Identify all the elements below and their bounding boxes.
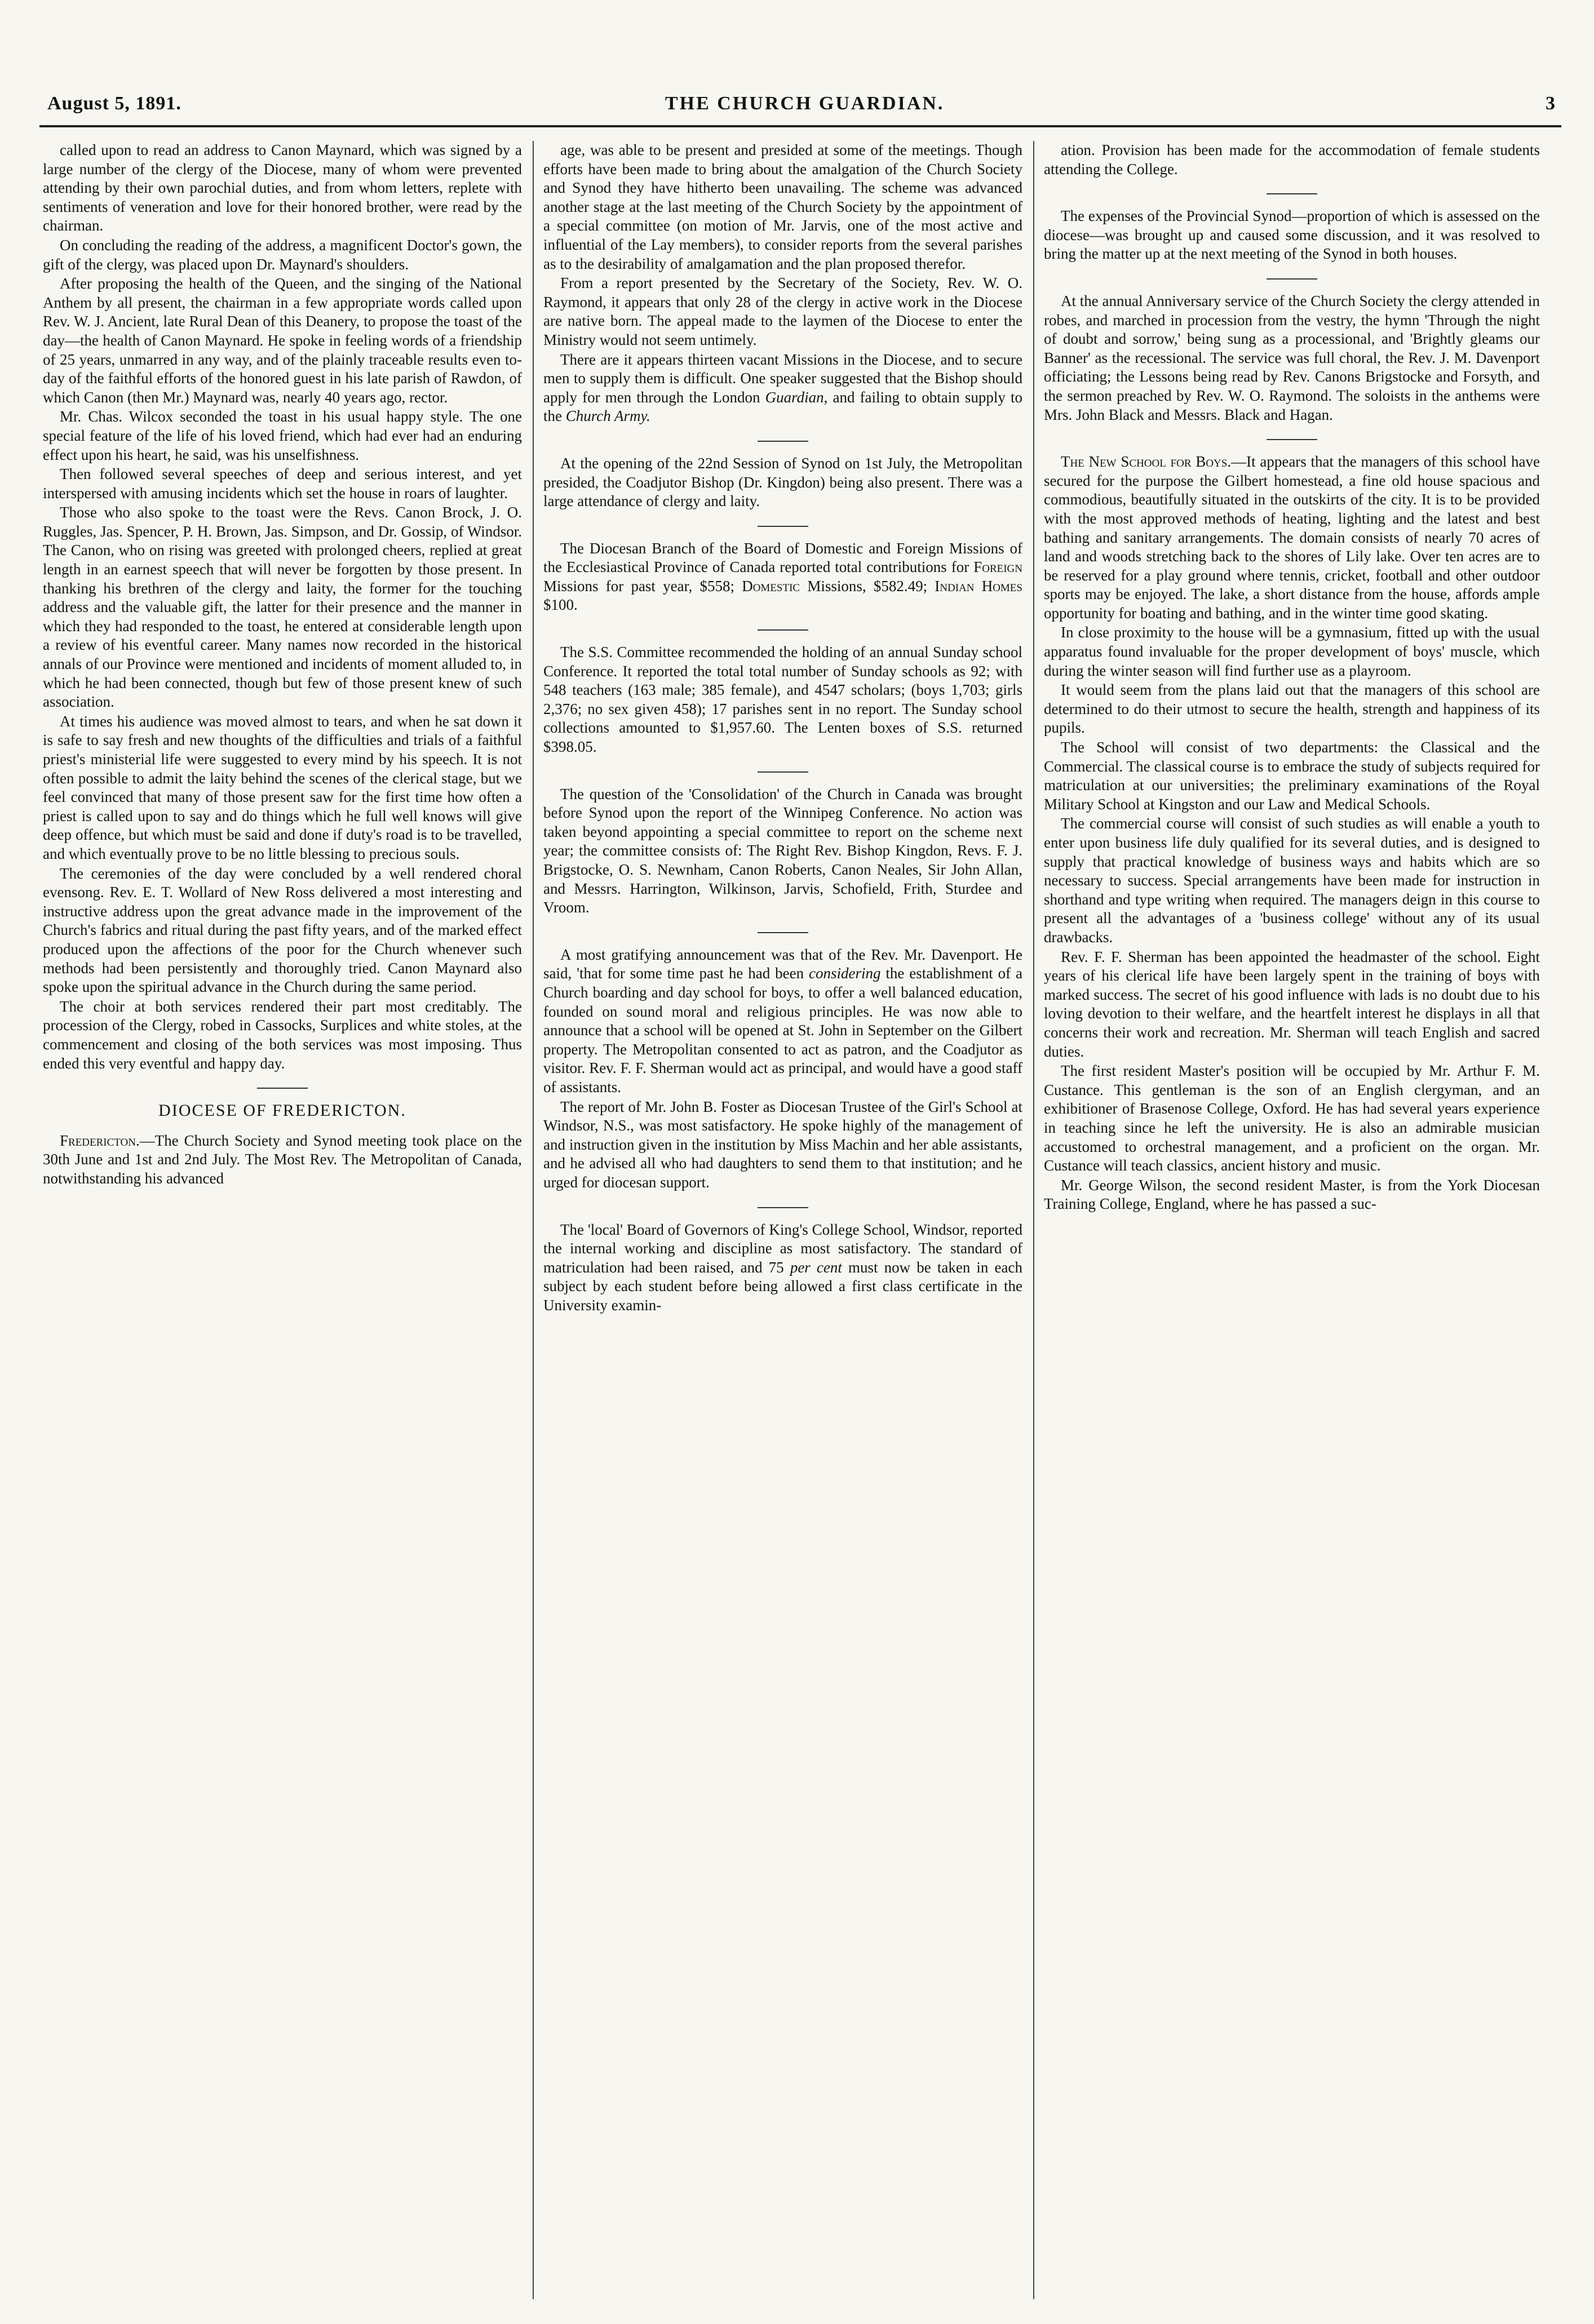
section-separator — [758, 629, 808, 631]
paragraph-lead: The New School for Boys. — [1061, 453, 1232, 471]
paragraph: The report of Mr. John B. Foster as Diocesan Trustee of the Girl's School at Windsor, N.S., was most satisfactory. He spoke highly of the management of and instruction given in the institution by Miss Machin and her able assistants, and he advised all who had daughters to send them to that institution; and he urged for diocesan support. — [543, 1098, 1022, 1191]
paragraph-text: —The Church Society and Synod meeting took place on the 30th June and 1st and 2nd July. The Most Rev. The Metropolitan of Canada, notwithstanding his advanced — [43, 1132, 522, 1187]
section-separator — [1267, 278, 1317, 280]
text-run: the establishment of a Church boarding and day school for boys, to offer a well balanced education, founded on sound moral and religious principles. He was now able to announce that a school will be opened at St. John in September on the Gilbert property. The Metropolitan consented to act as patron, and the Coadjutor as visitor. Rev. F. F. Sherman would act as principal, and would have a good staff of assistants. — [543, 965, 1022, 1096]
text-run: Missions, $582.49; — [800, 577, 935, 595]
text-run: Missions for past year, $558; — [543, 577, 742, 595]
small-caps-text: Indian Homes — [935, 577, 1022, 595]
paragraph — [43, 1132, 522, 1188]
paragraph — [543, 539, 1022, 615]
text-run: $100. — [543, 596, 578, 614]
text-run: must now be taken in each subject by each student before being allowed a first class certificate in the University examin- — [543, 1258, 1022, 1314]
paragraph-lead: Fredericton. — [60, 1132, 140, 1149]
column-divider — [533, 141, 534, 2299]
paragraph: Those who also spoke to the toast were the Revs. Canon Brock, J. O. Ruggles, Jas. Spencer, P. H. Brown, Jas. Simpson, and Dr. Gossip, of Windsor. The Canon, who on rising was greeted with prolonged cheers, replied at great length in an earnest speech that will never be forgotten by those present. In thanking his brethren of the clergy and laity, the former for the touching address and the valuable gift, the latter for their presence and the manner in which they had responded to the toast, he entered at considerable length upon a review of his eventful career. Many names now recorded in the historical annals of our Province were mentioned and incidents of moment alluded to, in which he had been connected, though but few of those present knew of such association. — [43, 504, 522, 711]
paragraph-text: —It appears that the managers of this school have secured for the purpose the Gilbert homestead, a fine old house spacious and commodious, beautifully situated in the outskirts of the city. It is to be provided with the most approved methods of heating, lighting and the latest and best bathing and sanitary arrangements. The domain consists of nearly 70 acres of land and woods stretching back to the shores of Lily lake. Over ten acres are to be reserved for a play ground where tennis, cricket, football and other outdoor sports may be enjoyed. The lake, a short distance from the house, affords ample opportunity for boating and bathing, and in the winter time good skating. — [1044, 453, 1540, 622]
column-3 — [1044, 141, 1540, 2299]
paragraph: ation. Provision has been made for the accommodation of female students attending the College. — [1044, 141, 1540, 178]
paragraph — [1044, 453, 1540, 623]
text-run: A most gratifying announcement was that of the Rev. Mr. Davenport. He said, 'that for some time past he had been — [543, 946, 1022, 982]
paragraph: The expenses of the Provincial Synod—proportion of which is assessed on the diocese—was brought up and caused some discussion, and it was resolved to bring the matter up at the next meeting of the Synod in both houses. — [1044, 207, 1540, 263]
section-separator — [758, 441, 808, 442]
small-caps-text: Domestic — [742, 577, 800, 595]
paragraph: At the annual Anniversary service of the Church Society the clergy attended in robes, and marched in procession from the vestry, the hymn 'Through the night of doubt and sorrow,' being sung as a processional, and 'Brightly gleams our Banner' as the recessional. The service was full choral, the Rev. J. M. Davenport officiating; the Lessons being read by Rev. Canons Brigstocke and Forsyth, and the sermon preached by Rev. W. O. Raymond. The soloists in the anthems were Mrs. John Black and Messrs. Black and Hagan. — [1044, 292, 1540, 423]
italic-text: Church Army. — [565, 407, 650, 425]
section-separator — [758, 526, 808, 527]
paragraph: Then followed several speeches of deep and serious interest, and yet interspersed with amusing incidents which set the house in roars of laughter. — [43, 465, 522, 502]
section-separator — [758, 932, 808, 933]
column-2 — [543, 141, 1022, 2299]
header-rule — [39, 125, 1561, 127]
paragraph: At times his audience was moved almost to tears, and when he sat down it is safe to say fresh and new thoughts of the difficulties and trials of a faithful priest's ministerial life were suggested to every mind by his speech. It is not often possible to admit the laity behind the scenes of the clerical stage, but we feel convinced that many of those present saw for the first time how often a priest is called upon to say and do things which he full well knows will give deep offence, but which must be said and done if duty's road is to be travelled, and which eventually prove to be no little blessing to precious souls. — [43, 712, 522, 862]
section-separator — [257, 1088, 308, 1089]
issue-date: August 5, 1891. — [47, 93, 181, 114]
page-number: 3 — [1546, 93, 1556, 114]
paragraph: At the opening of the 22nd Session of Synod on 1st July, the Metropolitan presided, the Coadjutor Bishop (Dr. Kingdon) being also present. There was a large attendance of clergy and laity. — [543, 454, 1022, 510]
section-heading: DIOCESE OF FREDERICTON. — [158, 1101, 406, 1120]
column-divider — [1033, 141, 1034, 2299]
paragraph: The choir at both services rendered their part most creditably. The procession of the Clergy, robed in Cassocks, Surplices and white stoles, at the commencement and closing of the both services was most imposing. Thus ended this very eventful and happy day. — [43, 997, 522, 1072]
paragraph: It would seem from the plans laid out that the managers of this school are determined to do their utmost to secure the health, strength and happiness of its pupils. — [1044, 681, 1540, 737]
paragraph: The ceremonies of the day were concluded by a well rendered choral evensong. Rev. E. T. Wollard of New Ross delivered a most interesting and instructive address upon the great advance made in the improvement of the Church's fabrics and ritual during the past fifty years, and of the marked effect produced upon the affections of the poor for the Church whenever such methods had been persistently and thoroughly tried. Canon Maynard also spoke upon the spiritual advance in the Church during the same period. — [43, 864, 522, 996]
text-run: The Diocesan Branch of the Board of Domestic and Foreign Missions of the Ecclesiastical Province of Canada reported total contributions for — [543, 539, 1022, 576]
paragraph: Rev. F. F. Sherman has been appointed the headmaster of the school. Eight years of his clerical life have been largely spent in the training of boys with marked success. The secret of his good influence with lads is no doubt due to his loving devotion to their welfare, and the heartfelt interest he displays in all that concerns their work and recreation. Mr. Sherman will teach English and sacred duties. — [1044, 948, 1540, 1060]
section-separator — [1267, 439, 1317, 440]
paragraph: The S.S. Committee recommended the holding of an annual Sunday school Conference. It reported the total total number of Sunday schools as 92; with 548 teachers (163 male; 385 female), and 4547 scholars; (boys 1,703; girls 2,376; no sex given 458); 17 parishes sent in no report. The Sunday school collections amounted to $1,957.60. The Lenten boxes of S.S. returned $398.05. — [543, 644, 1022, 756]
section-separator — [1267, 193, 1317, 194]
text-run: There are it appears thirteen vacant Missions in the Diocese, and to secure men to supply them is difficult. One speaker suggested that the Bishop should apply for men through the London — [543, 351, 1022, 406]
text-run: , and failing to obtain supply to the — [543, 388, 1022, 425]
column-1 — [43, 141, 522, 2299]
paragraph: Mr. George Wilson, the second resident Master, is from the York Diocesan Training College, England, where he has passed a suc- — [1044, 1176, 1540, 1213]
paragraph — [543, 946, 1022, 1097]
italic-text: Guardian — [765, 388, 824, 406]
paragraph: called upon to read an address to Canon Maynard, which was signed by a large number of the clergy of the Diocese, many of whom were prevented attending by their own parochial duties, and from whom letters, replete with sentiments of veneration and love for their honored brother, were read by the chairman. — [43, 141, 522, 234]
paragraph: The commercial course will consist of such studies as will enable a youth to enter upon business life duly qualified for its several duties, and is designed to supply that practical knowledge of business ways and habits which are so necessary to success. Special arrangements have been made for instruction in shorthand and type writing when required. The managers deign in this course to present all the advantages of a 'business college' without any of its usual drawbacks. — [1044, 815, 1540, 946]
italic-text: considering — [809, 965, 881, 982]
masthead-title: THE CHURCH GUARDIAN. — [665, 93, 945, 114]
paragraph — [543, 351, 1022, 426]
text-run: The 'local' Board of Governors of King's College School, Windsor, reported the internal working and discipline as most satisfactory. The standard of matriculation had been raised, and 75 — [543, 1221, 1022, 1276]
section-separator — [758, 771, 808, 773]
paragraph: From a report presented by the Secretary of the Society, Rev. W. O. Raymond, it appears that only 28 of the clergy in active work in the Diocese are native born. The appeal made to the laymen of the Diocese to enter the Ministry would not seem untimely. — [543, 274, 1022, 348]
paragraph: The School will consist of two departments: the Classical and the Commercial. The classical course is to embrace the study of subjects required for matriculation at our universities; the preliminary examinations of the Royal Military School at Kingston and our Law and Medical Schools. — [1044, 739, 1540, 813]
paragraph: The question of the 'Consolidation' of the Church in Canada was brought before Synod upon the report of the Winnipeg Conference. No action was taken beyond appointing a special committee to report on the scheme next year; the committee consists of: The Right Rev. Bishop Kingdon, Revs. F. J. Brigstocke, O. S. Newnham, Canon Roberts, Canon Neales, Sir John Allan, and Messrs. Harrington, Wilkinson, Jarvis, Schofield, Frith, Sturdee and Vroom. — [543, 785, 1022, 916]
section-separator — [758, 1207, 808, 1208]
paragraph: Mr. Chas. Wilcox seconded the toast in his usual happy style. The one special feature of the life of his loved friend, which had ever had an enduring effect upon his heart, he said, was his unselfishness. — [43, 408, 522, 463]
paragraph: age, was able to be present and presided at some of the meetings. Though efforts have been made to bring about the amalgation of the Church Society and Synod they have hitherto been unavailing. The scheme was advanced another stage at the last meeting of the Church Society by the appointment of a special committee (on motion of Mr. Jarvis, one of the most active and influential of the Lay members), to consider reports from the several parishes as to the desirability of amalgamation and the plan proposed therefor. — [543, 141, 1022, 272]
italic-text: per cent — [790, 1258, 842, 1276]
paragraph: The first resident Master's position will be occupied by Mr. Arthur F. M. Custance. This gentleman is the son of an English clergyman, and an exhibitioner of Brasenose College, Oxford. He has had several years experience in teaching since he left the university. He is also an admirable musician accustomed to orchestral management, and a proficient on the organ. Mr. Custance will teach classics, ancient history and music. — [1044, 1062, 1540, 1174]
paragraph: In close proximity to the house will be a gymnasium, fitted up with the usual apparatus found invaluable for the proper development of boys' muscle, which during the winter season will find further use as a playroom. — [1044, 624, 1540, 679]
paragraph — [543, 1221, 1022, 1315]
paragraph: After proposing the health of the Queen, and the singing of the National Anthem by all present, the chairman in a few appropriate words called upon Rev. W. J. Ancient, late Rural Dean of this Deanery, to propose the toast of the day—the health of Canon Maynard. He spoke in feeling words of a friendship of 25 years, unmarred in any way, and of the plainly traceable results even to-day of the faithful efforts of the honored guest in his late parish of Rawdon, of which Canon (then Mr.) Maynard was, nearly 40 years ago, rector. — [43, 275, 522, 406]
small-caps-text: Foreign — [973, 558, 1022, 576]
paragraph: On concluding the reading of the address, a magnificent Doctor's gown, the gift of the clergy, was placed upon Dr. Maynard's shoulders. — [43, 236, 522, 273]
